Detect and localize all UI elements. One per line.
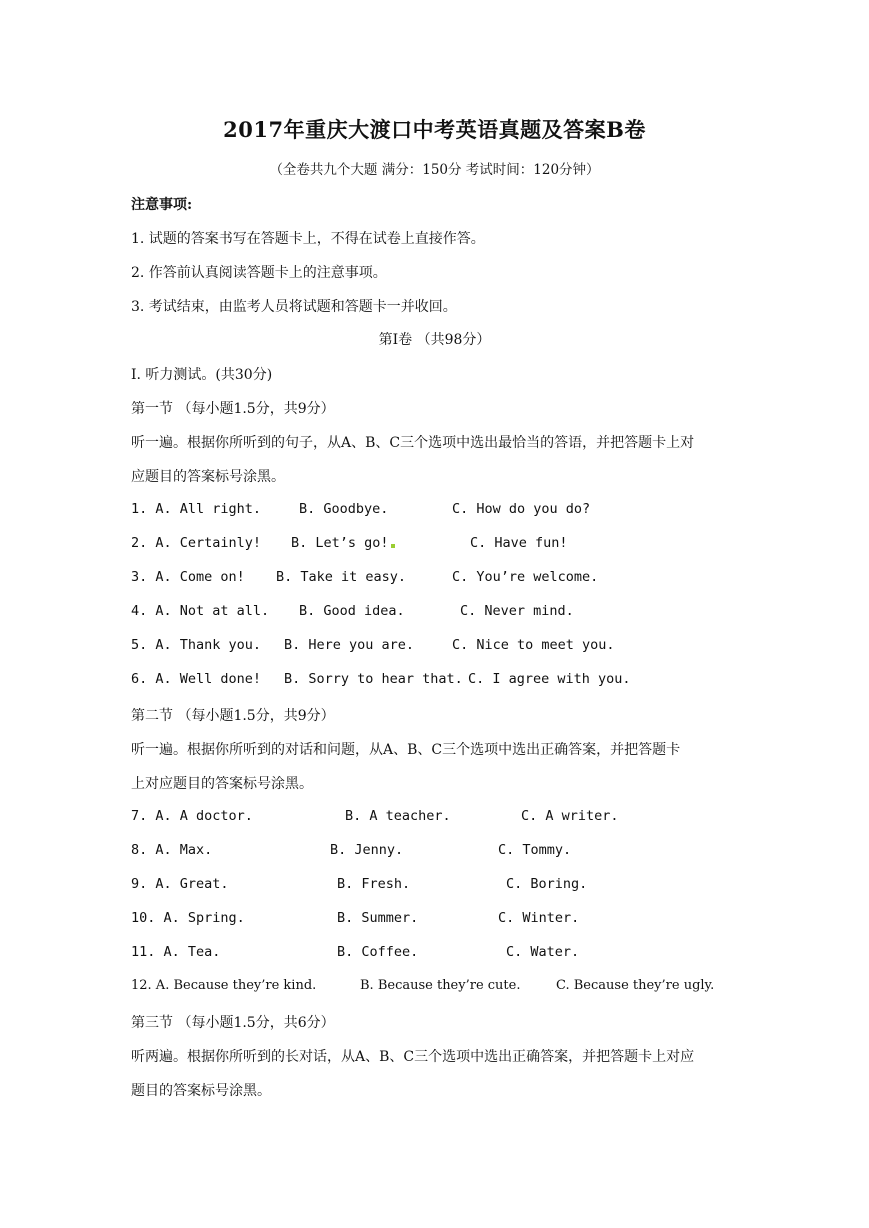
option-a: 8. A. Max.: [131, 842, 213, 858]
question-row: [0, 671, 869, 691]
question-row: [0, 876, 869, 896]
question-row: [0, 535, 869, 555]
option-b: B. Fresh.: [337, 876, 411, 892]
option-a: 4. A. Not at all.: [131, 603, 270, 619]
instruction-text: 听两遍。根据你所听到的长对话，从A、B、C三个选项中选出正确答案，并把答题卡上对应: [131, 1049, 695, 1065]
instruction-text: 听一遍。根据你所听到的句子，从A、B、C三个选项中选出最恰当的答语，并把答题卡上对: [131, 435, 695, 451]
option-b: B. Here you are.: [284, 637, 415, 653]
subsection-heading: 第二节 （每小题1.5分，共9分）: [131, 708, 335, 724]
option-c: C. Tommy.: [498, 842, 572, 858]
option-b: B. Take it easy.: [276, 569, 407, 585]
option-c: C. How do you do?: [452, 501, 591, 517]
option-b: B. Goodbye.: [299, 501, 389, 517]
option-c: C. Because they’re ugly.: [556, 978, 715, 993]
question-row: [0, 637, 869, 657]
subsection-heading: 第一节 （每小题1.5分，共9分）: [131, 401, 335, 417]
option-a: 3. A. Come on!: [131, 569, 245, 585]
option-c: C. Have fun!: [470, 535, 568, 551]
option-b: B. Let’s go!: [291, 535, 389, 551]
option-c: C. I agree with you.: [468, 671, 631, 687]
option-a: 5. A. Thank you.: [131, 637, 262, 653]
part-heading: 第Ⅰ卷 （共98分）: [378, 332, 491, 348]
option-a: 7. A. A doctor.: [131, 808, 253, 824]
question-row: [0, 842, 869, 862]
notice-item: 1. 试题的答案书写在答题卡上，不得在试卷上直接作答。: [131, 231, 485, 247]
option-b: B. Good idea.: [299, 603, 405, 619]
instruction-text: 上对应题目的答案标号涂黑。: [131, 776, 313, 792]
instruction-text: 题目的答案标号涂黑。: [131, 1083, 271, 1099]
section-heading: I. 听力测试。(共30分): [131, 367, 273, 383]
option-b: B. Coffee.: [337, 944, 419, 960]
question-row: [0, 944, 869, 964]
option-b: B. A teacher.: [345, 808, 451, 824]
instruction-text: 听一遍。根据你所听到的对话和问题，从A、B、C三个选项中选出正确答案，并把答题卡: [131, 742, 681, 758]
question-row: [0, 603, 869, 623]
question-row: [0, 501, 869, 521]
notice-heading: 注意事项:: [131, 197, 193, 213]
option-c: C. A writer.: [521, 808, 619, 824]
option-a: 1. A. All right.: [131, 501, 262, 517]
question-row: [0, 808, 869, 828]
option-c: C. You’re welcome.: [452, 569, 599, 585]
subsection-heading: 第三节 （每小题1.5分，共6分）: [131, 1015, 335, 1031]
option-c: C. Water.: [506, 944, 580, 960]
exam-title: 2017年重庆大渡口中考英语真题及答案B卷: [223, 117, 646, 142]
option-a: 12. A. Because they’re kind.: [131, 978, 317, 993]
option-a: 10. A. Spring.: [131, 910, 245, 926]
option-c: C. Never mind.: [460, 603, 574, 619]
option-c: C. Nice to meet you.: [452, 637, 615, 653]
instruction-text: 应题目的答案标号涂黑。: [131, 469, 285, 485]
option-c: C. Boring.: [506, 876, 588, 892]
speck-mark: [391, 544, 395, 548]
notice-item: 2. 作答前认真阅读答题卡上的注意事项。: [131, 265, 387, 281]
option-b: B. Jenny.: [330, 842, 404, 858]
option-a: 2. A. Certainly!: [131, 535, 262, 551]
option-b: B. Summer.: [337, 910, 419, 926]
option-a: 9. A. Great.: [131, 876, 229, 892]
question-row: [0, 978, 869, 998]
question-row: [0, 569, 869, 589]
option-b: B. Because they’re cute.: [360, 978, 521, 993]
option-c: C. Winter.: [498, 910, 580, 926]
exam-subtitle: （全卷共九个大题 满分：150分 考试时间：120分钟）: [269, 162, 600, 178]
question-row: [0, 910, 869, 930]
option-b: B. Sorry to hear that.: [284, 671, 463, 687]
option-a: 11. A. Tea.: [131, 944, 221, 960]
notice-item: 3. 考试结束，由监考人员将试题和答题卡一并收回。: [131, 299, 457, 315]
option-a: 6. A. Well done!: [131, 671, 262, 687]
